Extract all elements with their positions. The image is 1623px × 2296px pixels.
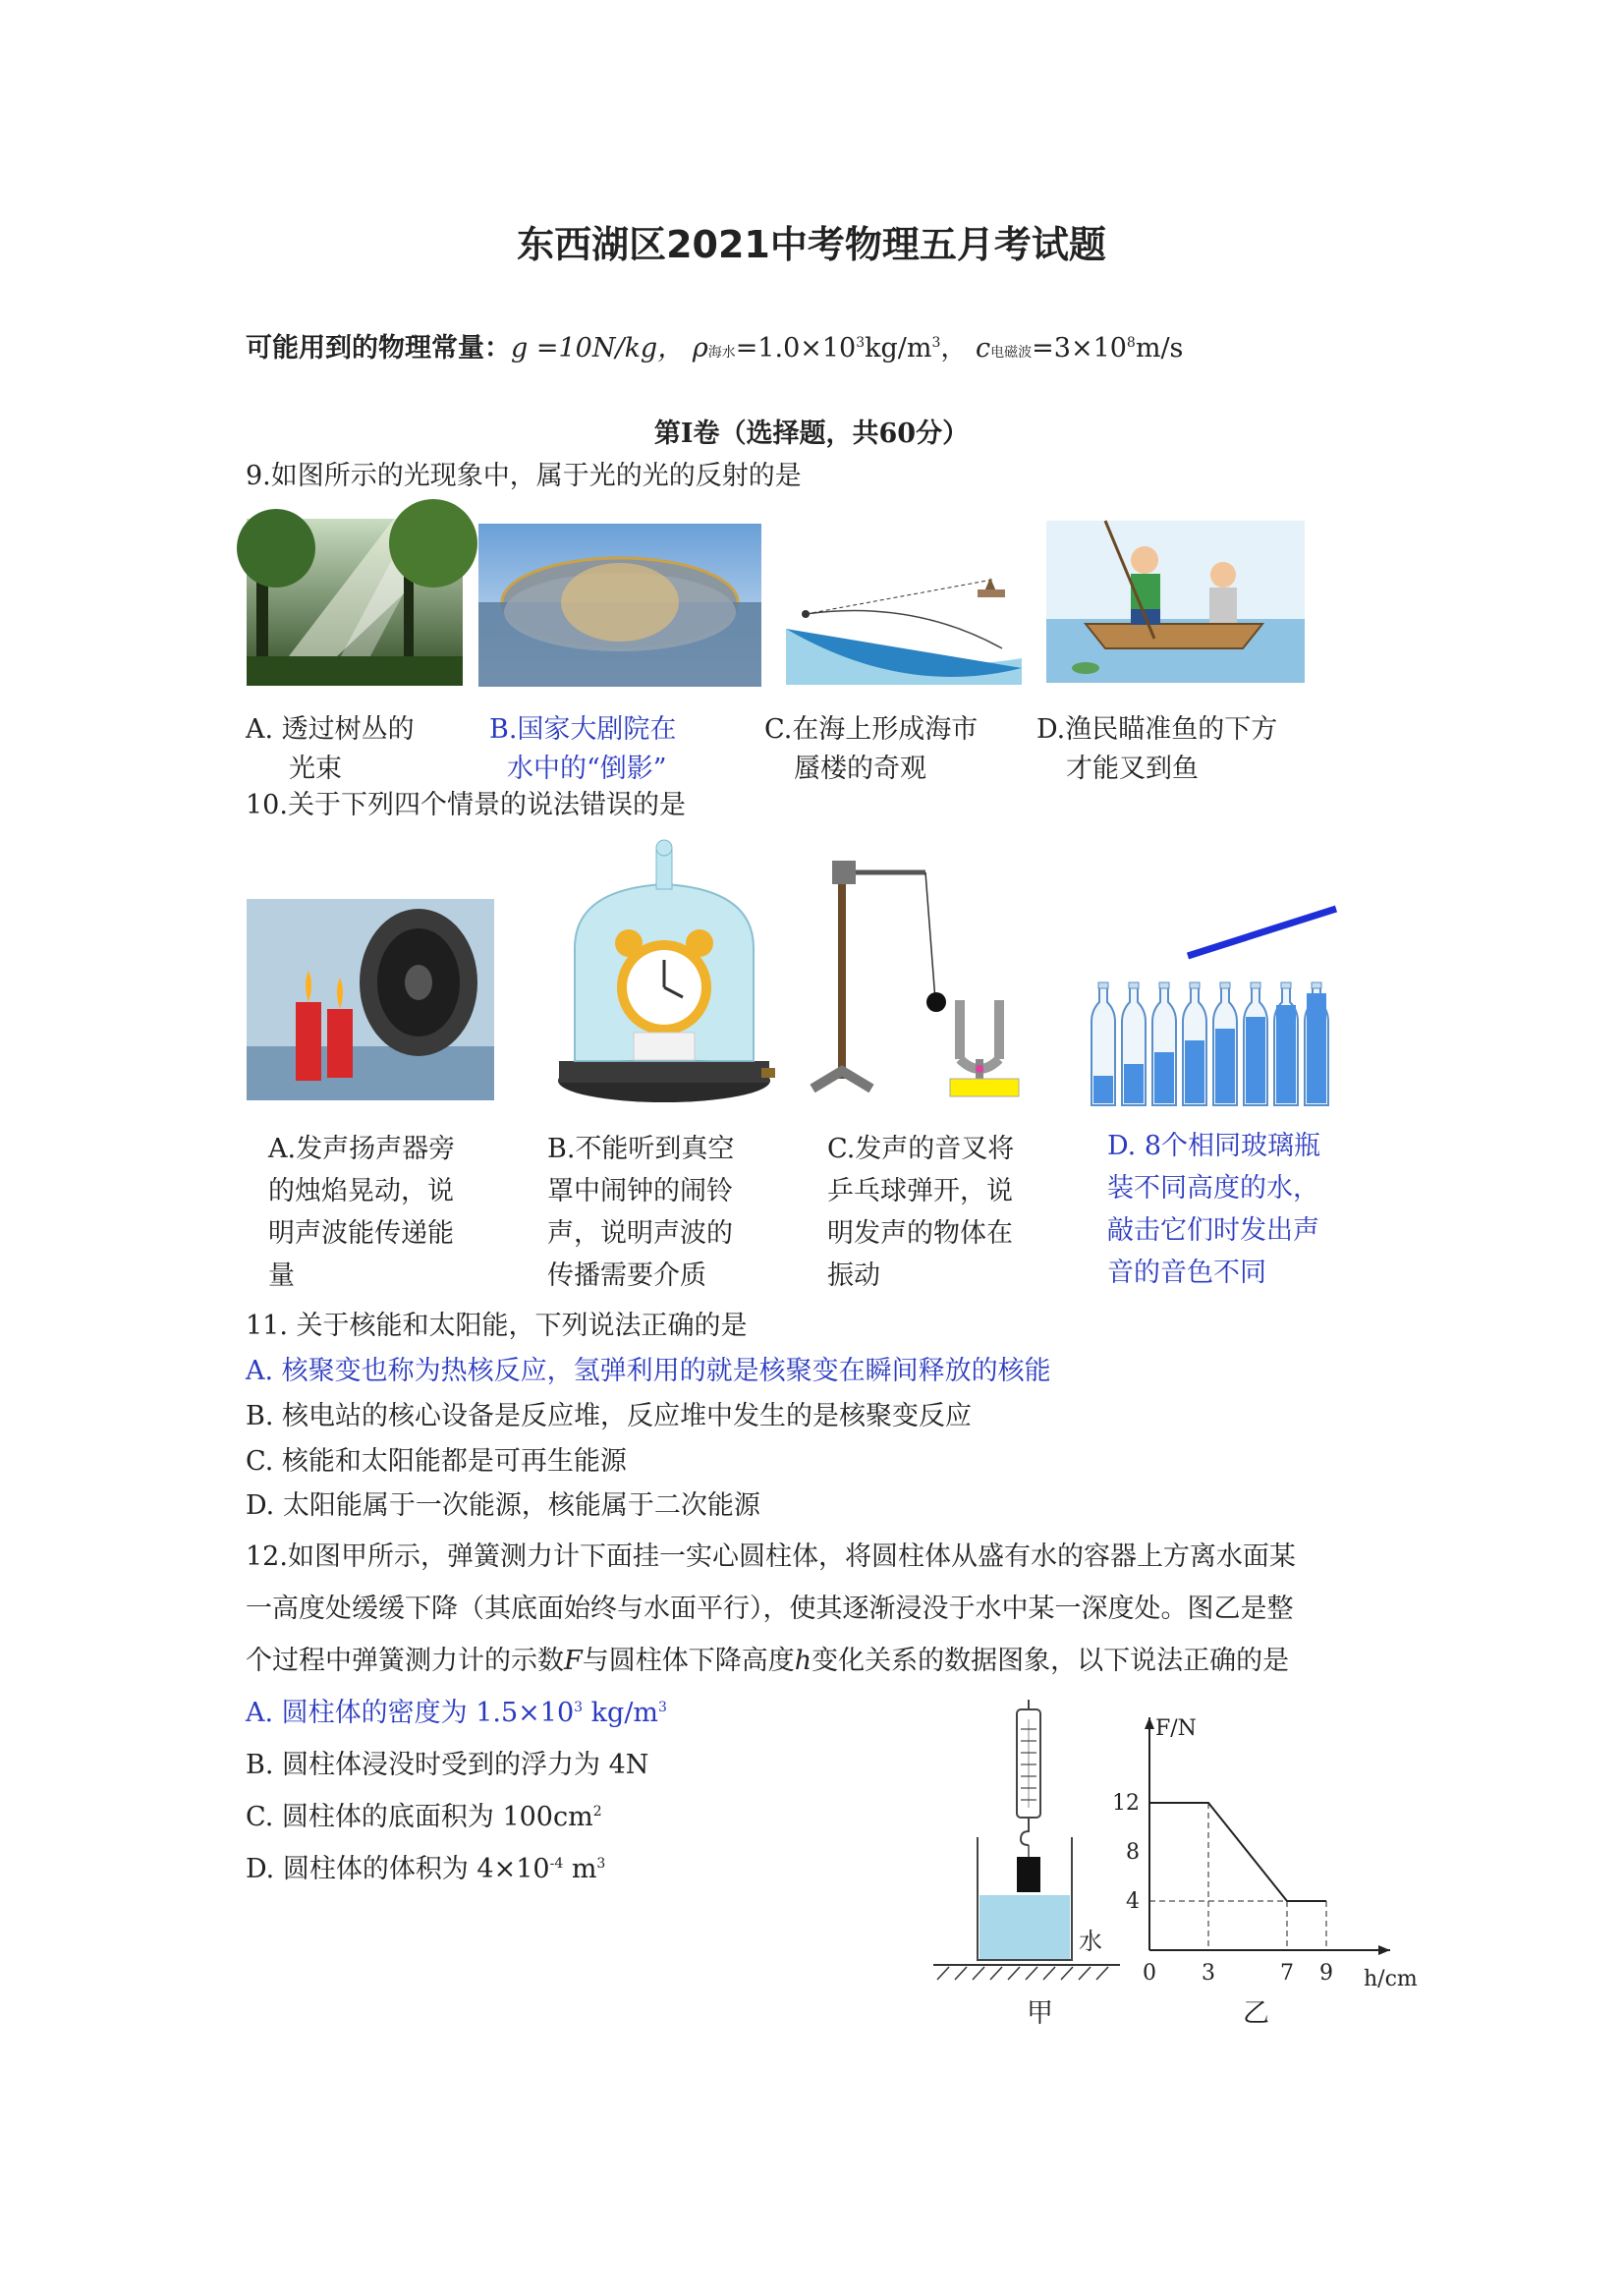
speaker-candle-image (247, 899, 494, 1100)
constant-c-exp: 8 (1126, 335, 1136, 351)
q12-stem-part-b: 与圆柱体下降高度 (582, 1646, 795, 1676)
q10-option-b-line4: 传播需要介质 (547, 1260, 706, 1291)
y-tick-label: 4 (1126, 1889, 1140, 1914)
constant-c-sub: 电磁波 (990, 345, 1033, 361)
q12-option-a-unit-exp: 3 (658, 1700, 667, 1715)
q10-option-b-line2: 罩中闹钟的闹铃 (547, 1176, 733, 1206)
section-header: 第Ⅰ卷（选择题，共60分） (653, 419, 970, 449)
constant-c: c (976, 333, 991, 364)
figure-jia (923, 1700, 1120, 2024)
q10-option-a (268, 1130, 455, 1296)
y-axis-arrow (1145, 1717, 1154, 1729)
q9-option-d-line1: D.渔民瞄准鱼的下方 (1036, 714, 1278, 745)
water-label: 水 (1079, 1928, 1102, 1955)
ground-hatch (937, 1967, 1108, 1980)
y-axis-label: F/N (1155, 1716, 1197, 1741)
q12-option-a-exp: 3 (574, 1700, 584, 1715)
constant-rho-val: =1.0×10 (735, 333, 857, 364)
q12-stem-part-c: 变化关系的数据图象，以下说法正确的是 (812, 1646, 1290, 1676)
bottle (1183, 982, 1206, 1105)
q11-option-c: C. 核能和太阳能都是可再生能源 (246, 1446, 627, 1477)
q12-option-b: B. 圆柱体浸没时受到的浮力为 4N (246, 1750, 649, 1780)
bottles-image (1086, 904, 1351, 1115)
q10-option-d-line4: 音的音色不同 (1107, 1258, 1266, 1288)
bottle (1122, 982, 1146, 1105)
constants-lead: 可能用到的物理常量： (246, 333, 511, 364)
constant-rho-sub: 海水 (707, 345, 736, 361)
q12-stem-F: F (564, 1646, 583, 1676)
q9-option-a-line1: A. 透过树丛的 (246, 714, 415, 745)
bottle (1152, 982, 1176, 1105)
q12-option-d-unit: m (563, 1854, 597, 1884)
q12-stem-h: h (794, 1646, 812, 1676)
bottle (1213, 982, 1237, 1105)
figure-yi-label: 乙 (1243, 1998, 1269, 2029)
constants-line (246, 329, 1183, 372)
x-tick-label: 9 (1319, 1961, 1333, 1986)
constant-c-unit: m/s (1135, 333, 1184, 364)
national-theatre-image (478, 524, 761, 687)
bell-jar-image (555, 840, 773, 1105)
q10-option-c-line2: 乒乓球弹开，说 (827, 1176, 1013, 1206)
q12-option-a (246, 1694, 667, 1733)
x-axis-arrow (1378, 1945, 1390, 1955)
q9-option-a-line2: 光束 (289, 754, 342, 784)
q9-option-a (246, 710, 415, 789)
constant-rho-unit-exp: 3 (931, 335, 941, 351)
q9-option-b (489, 710, 676, 789)
x-tick-label: 7 (1280, 1961, 1294, 1986)
q10-option-a-line1: A.发声扬声器旁 (268, 1134, 456, 1164)
q12-stem-line3 (246, 1642, 1289, 1681)
figure-jia-label: 甲 (1027, 1998, 1053, 2029)
x-tick-label: 0 (1143, 1961, 1156, 1986)
q10-option-a-line3: 明声波能传递能 (268, 1218, 454, 1249)
constant-rho-unit: kg/m (865, 333, 932, 364)
q10-option-d-line1: D. 8个相同玻璃瓶 (1107, 1131, 1321, 1161)
q12-stem-part-a: 个过程中弹簧测力计的示数 (246, 1646, 564, 1676)
q10-option-c-line4: 振动 (827, 1260, 880, 1291)
force-height-chart (1110, 1709, 1418, 1994)
constant-g: g =10N/kg， (511, 333, 685, 364)
q9-stem: 9.如图所示的光现象中，属于光的光的反射的是 (246, 461, 802, 491)
q12-option-a-text: A. 圆柱体的密度为 1.5×10 (246, 1698, 575, 1728)
glass-bottles (1091, 982, 1328, 1105)
constant-rho-exp: 3 (856, 335, 866, 351)
q9-option-d (1036, 710, 1277, 789)
q11-option-a: A. 核聚变也称为热核反应，氢弹利用的就是核聚变在瞬间释放的核能 (246, 1356, 1051, 1386)
q10-option-d-line2: 装不同高度的水， (1107, 1173, 1319, 1204)
bottle (1305, 982, 1328, 1105)
forest-light-image (247, 519, 463, 686)
constant-c-val: =3×10 (1032, 333, 1127, 364)
q12-option-c-text: C. 圆柱体的底面积为 100cm (246, 1802, 593, 1832)
q10-option-a-line2: 的烛焰晃动，说 (268, 1176, 454, 1206)
q10-option-b-line1: B.不能听到真空 (547, 1134, 735, 1164)
q10-stem: 10.关于下列四个情景的说法错误的是 (246, 790, 686, 820)
q10-option-b-line3: 声，说明声波的 (547, 1218, 733, 1249)
q11-stem: 11. 关于核能和太阳能，下列说法正确的是 (246, 1311, 748, 1341)
q9-option-c-line2: 蜃楼的奇观 (794, 754, 926, 784)
x-tick-label: 3 (1202, 1961, 1215, 1986)
q12-option-c (246, 1798, 602, 1837)
cylinder (1017, 1857, 1040, 1892)
mirage-image (776, 531, 1030, 685)
bottle (1091, 982, 1115, 1105)
q10-option-c-line1: C.发声的音叉将 (827, 1134, 1015, 1164)
q10-option-b (547, 1130, 734, 1296)
q9-option-c (764, 710, 978, 789)
series-line (1149, 1803, 1326, 1901)
q10-option-d (1107, 1127, 1320, 1293)
constant-rho: ρ (692, 333, 708, 364)
q10-option-a-line4: 量 (268, 1260, 295, 1291)
q12-option-d (246, 1850, 605, 1889)
tuning-fork-image (803, 843, 1029, 1118)
q12-option-d-text: D. 圆柱体的体积为 4×10 (246, 1854, 550, 1884)
q9-option-d-line2: 才能叉到鱼 (1066, 754, 1199, 784)
y-tick-label: 8 (1126, 1840, 1140, 1865)
constant-rho-end: ， (940, 333, 968, 364)
q11-option-d: D. 太阳能属于一次能源，核能属于二次能源 (246, 1490, 760, 1521)
q10-option-c-line3: 明发声的物体在 (827, 1218, 1013, 1249)
q10-option-c (827, 1130, 1014, 1296)
q9-option-b-line1: B.国家大剧院在 (489, 714, 677, 745)
x-axis-label: h/cm (1364, 1967, 1418, 1991)
q9-option-b-line2: 水中的“倒影” (507, 754, 667, 784)
q12-stem-line1: 12.如图甲所示，弹簧测力计下面挂一实心圆柱体，将圆柱体从盛有水的容器上方离水面某 (246, 1541, 1296, 1572)
fisherman-image (1046, 521, 1305, 683)
page-title: 东西湖区2021中考物理五月考试题 (517, 223, 1106, 266)
q12-stem-line2: 一高度处缓缓下降（其底面始终与水面平行），使其逐渐浸没于水中某一深度处。图乙是整 (246, 1594, 1294, 1624)
q10-option-d-line3: 敲击它们时发出声 (1107, 1215, 1319, 1246)
q9-option-c-line1: C.在海上形成海市 (764, 714, 979, 745)
water (979, 1895, 1070, 1960)
q12-option-d-exp: -4 (549, 1856, 564, 1872)
bottle (1274, 982, 1298, 1105)
q11-option-b: B. 核电站的核心设备是反应堆，反应堆中发生的是核聚变反应 (246, 1401, 973, 1431)
q12-option-d-unit-exp: 3 (596, 1856, 606, 1872)
y-tick-label: 12 (1112, 1791, 1140, 1816)
bottle (1244, 982, 1267, 1105)
q12-option-a-unit: kg/m (583, 1698, 659, 1728)
q12-option-c-exp: 2 (592, 1804, 602, 1820)
